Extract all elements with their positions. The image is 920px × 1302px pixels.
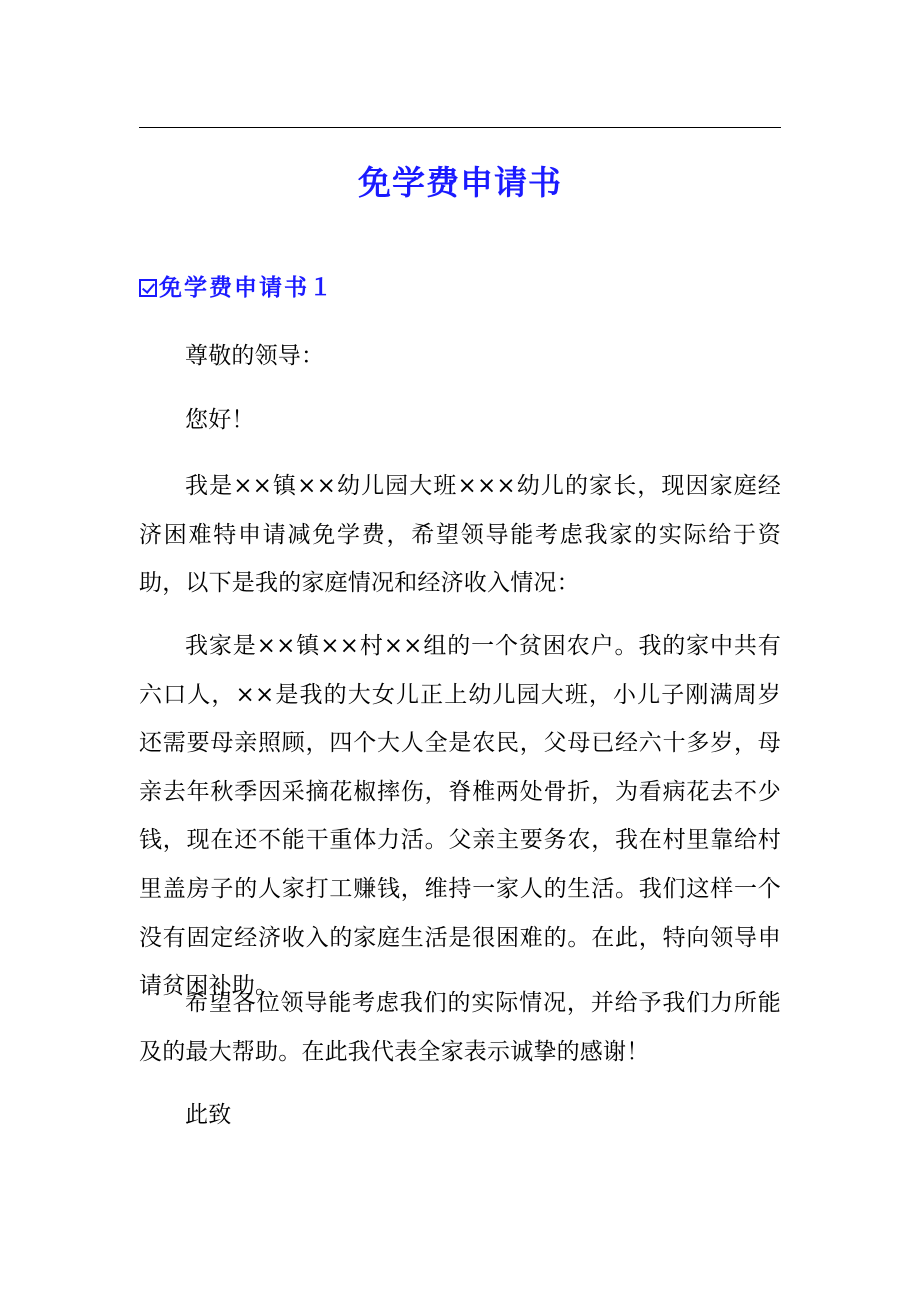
request-paragraph: 希望各位领导能考虑我们的实际情况，并给予我们力所能及的最大帮助。在此我代表全家表示诚挚的感谢！ xyxy=(139,990,781,1065)
intro-paragraph: 我是××镇××幼儿园大班×××幼儿的家长，现因家庭经济困难特申请减免学费，希望领导能考虑我家的实际给于资助，以下是我的家庭情况和经济收入情况： xyxy=(139,473,781,597)
closing-paragraph: 此致 xyxy=(185,1102,232,1128)
checkbox-checked-icon xyxy=(139,279,157,297)
family-situation-paragraph: 我家是××镇××村××组的一个贫困农户。我的家中共有六口人，××是我的大女儿正上幼儿园大班，小儿子刚满周岁还需要母亲照顾，四个大人全是农民，父母已经六十多岁，母亲去年秋季因采摘花椒摔伤，脊椎两处骨折，为看病花去不少钱，现在还不能干重体力活。父亲主要务农，我在村里靠给村里盖房子的人家打工赚钱，维持一家人的生活。我们这样一个没有固定经济收入的家庭生活是很困难的。在此，特向领导申请贫困补助。 xyxy=(139,633,781,1000)
salutation-paragraph: 尊敬的领导： xyxy=(185,343,325,369)
section-heading xyxy=(139,270,334,306)
greeting-paragraph: 您好！ xyxy=(185,407,255,433)
section-heading-text: 免学费申请书１ xyxy=(159,274,334,301)
document-title: 免学费申请书 xyxy=(358,163,562,202)
header-rule xyxy=(139,127,781,128)
